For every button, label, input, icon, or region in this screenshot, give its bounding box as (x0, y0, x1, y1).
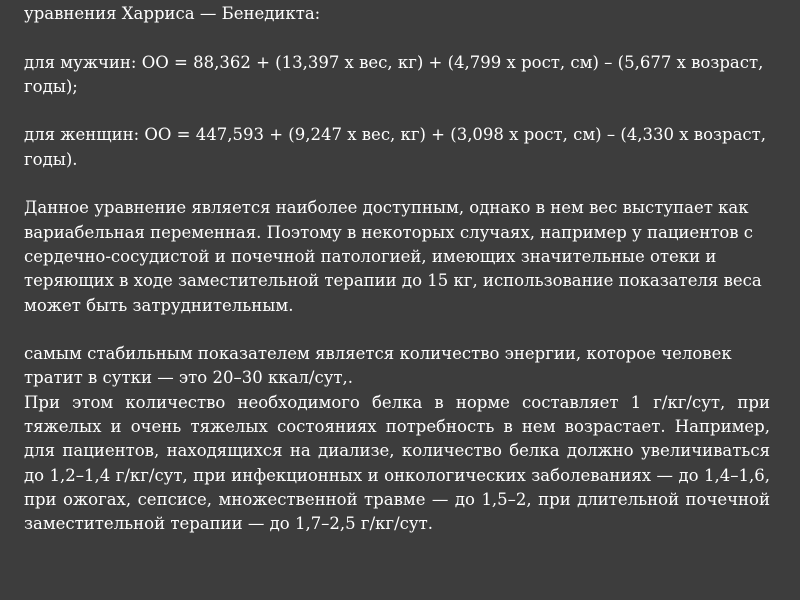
weight-limitation-paragraph: Данное уравнение является наиболее доступным, однако в нем вес выступает как вариабельная переменная. Поэтому в некоторых случаях, например у пациентов с сердечно-сосудистой и почечной патологией, имеющих значительные отеки и теряющих в ходе заместительной терапии до 15 кг, использование показателя веса может быть затруднительным. (24, 198, 762, 315)
spacer (24, 99, 770, 123)
protein-requirement-paragraph: При этом количество необходимого белка в норме составляет 1 г/кг/сут, при тяжелых и очень тяжелых состояниях потребность в нем возрастает. Например, для пациентов, находящихся на диализе, количество белка должно увеличиваться до 1,2–1,4 г/кг/сут, при инфекционных и онкологических заболеваниях — до 1,4–1,6, при ожогах, сепсисе, множественной травме — до 1,5–2, при длительной почечной заместительной терапии — до 1,7–2,5 г/кг/сут. (24, 392, 770, 534)
spacer (24, 318, 770, 342)
harris-benedict-heading: уравнения Харриса — Бенедикта: (24, 4, 321, 23)
male-formula-text: для мужчин: ОО = 88,362 + (13,397 х вес, кг) + (4,799 х рост, см) – (5,677 х возраст, годы); (24, 52, 764, 96)
female-formula-text: для женщин: ОО = 447,593 + (9,247 х вес, кг) + (3,098 х рост, см) – (4,330 х возраст, годы). (24, 125, 767, 169)
spacer (24, 172, 770, 196)
energy-expenditure-paragraph: самым стабильным показателем является количество энергии, которое человек тратит в сутки — это 20–30 ккал/сут,. (24, 344, 732, 388)
spacer (24, 26, 770, 50)
